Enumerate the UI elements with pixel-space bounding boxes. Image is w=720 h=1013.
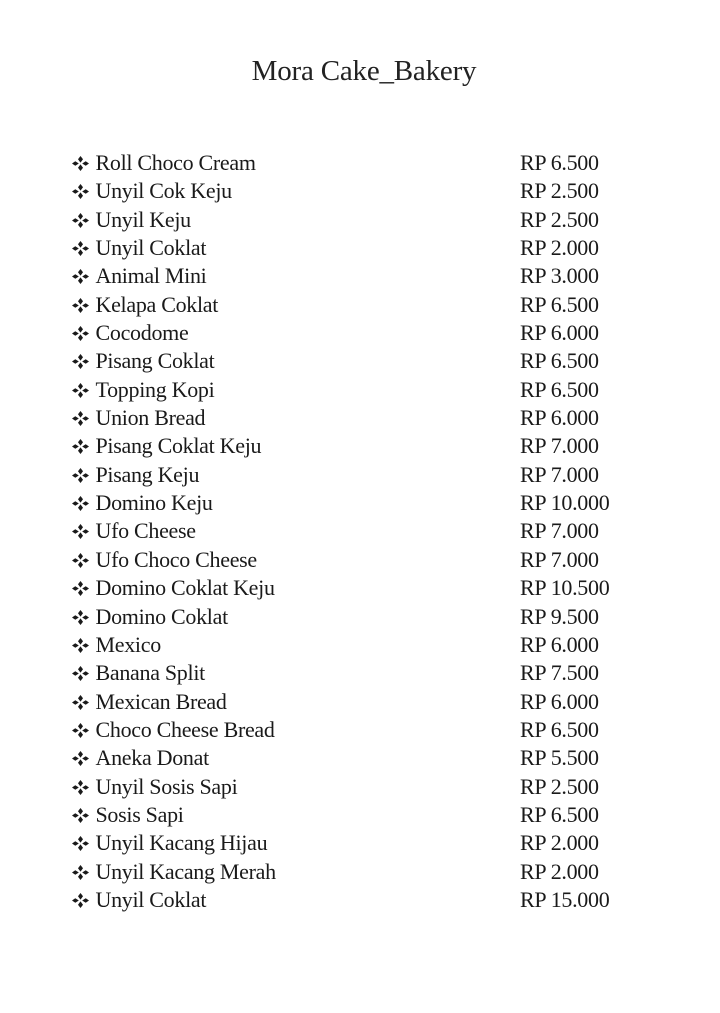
four-diamond-bullet-icon: [71, 432, 90, 460]
four-diamond-bullet-icon: [71, 546, 90, 574]
menu-item-price: RP 6.500: [520, 801, 599, 827]
four-diamond-bullet-icon: [71, 319, 90, 347]
menu-item-price: RP 7.000: [520, 433, 599, 459]
menu-item-name: Unyil Cok Keju: [95, 178, 232, 204]
menu-item-row: [71, 744, 671, 772]
menu-item-row: [71, 546, 671, 574]
menu-item-row: [71, 461, 671, 489]
four-diamond-bullet-icon: [71, 404, 90, 432]
menu-item-row: [71, 432, 671, 460]
menu-item-price: RP 6.500: [520, 150, 599, 175]
menu-item-row: [71, 347, 671, 375]
menu-item-price: RP 2.500: [520, 206, 599, 232]
menu-item-name: Topping Kopi: [95, 376, 215, 402]
four-diamond-bullet-icon: [71, 376, 90, 404]
menu-item-price: RP 6.000: [520, 688, 599, 714]
menu-item-price: RP 7.000: [520, 546, 599, 572]
menu-item-name: Ufo Cheese: [95, 518, 196, 544]
four-diamond-bullet-icon: [71, 659, 90, 687]
menu-item-row: [71, 376, 671, 404]
four-diamond-bullet-icon: [71, 262, 90, 290]
menu-item-name: Kelapa Coklat: [95, 291, 219, 317]
menu-item-name: Banana Split: [95, 660, 205, 686]
menu-item-row: [71, 603, 671, 631]
menu-item-price: RP 10.500: [520, 575, 610, 601]
menu-item-price: RP 15.000: [520, 886, 610, 912]
four-diamond-bullet-icon: [71, 744, 90, 772]
menu-item-row: [71, 631, 671, 659]
menu-item-row: [71, 801, 671, 829]
menu-item-name: Mexican Bread: [95, 688, 227, 714]
menu-item-name: Domino Coklat: [95, 603, 228, 629]
menu-item-row: [71, 773, 671, 801]
four-diamond-bullet-icon: [71, 688, 90, 716]
menu-item-price: RP 3.000: [520, 263, 599, 289]
menu-item-name: Mexico: [95, 631, 161, 657]
menu-item-price: RP 5.500: [520, 745, 599, 771]
menu-item-name: Unyil Kacang Merah: [95, 858, 276, 884]
four-diamond-bullet-icon: [71, 801, 90, 829]
menu-item-name: Domino Coklat Keju: [95, 575, 275, 601]
menu-item-row: [71, 489, 671, 517]
four-diamond-bullet-icon: [71, 149, 90, 177]
four-diamond-bullet-icon: [71, 517, 90, 545]
menu-item-name: Unyil Coklat: [95, 235, 207, 261]
four-diamond-bullet-icon: [71, 829, 90, 857]
menu-item-row: [71, 291, 671, 319]
menu-list: [71, 149, 671, 914]
menu-item-name: Unyil Keju: [95, 206, 191, 232]
menu-item-price: RP 2.500: [520, 178, 599, 204]
menu-item-name: Pisang Keju: [95, 461, 200, 487]
menu-item-price: RP 6.000: [520, 631, 599, 657]
menu-item-row: [71, 886, 671, 914]
four-diamond-bullet-icon: [71, 234, 90, 262]
menu-item-row: [71, 177, 671, 205]
four-diamond-bullet-icon: [71, 489, 90, 517]
four-diamond-bullet-icon: [71, 773, 90, 801]
menu-item-row: [71, 659, 671, 687]
menu-item-name: Ufo Choco Cheese: [95, 546, 257, 572]
menu-item-name: Animal Mini: [95, 263, 207, 289]
menu-item-name: Domino Keju: [95, 490, 213, 516]
four-diamond-bullet-icon: [71, 177, 90, 205]
four-diamond-bullet-icon: [71, 716, 90, 744]
menu-item-price: RP 7.500: [520, 660, 599, 686]
menu-item-row: [71, 319, 671, 347]
menu-item-name: Choco Cheese Bread: [95, 716, 275, 742]
four-diamond-bullet-icon: [71, 858, 90, 886]
menu-item-price: RP 7.000: [520, 461, 599, 487]
four-diamond-bullet-icon: [71, 461, 90, 489]
menu-item-price: RP 2.000: [520, 830, 599, 856]
menu-item-price: RP 2.000: [520, 235, 599, 261]
menu-item-price: RP 6.000: [520, 320, 599, 346]
menu-item-row: [71, 262, 671, 290]
four-diamond-bullet-icon: [71, 631, 90, 659]
menu-item-price: RP 2.500: [520, 773, 599, 799]
menu-item-name: Roll Choco Cream: [95, 150, 256, 175]
menu-item-price: RP 10.000: [520, 490, 610, 516]
four-diamond-bullet-icon: [71, 347, 90, 375]
menu-item-name: Sosis Sapi: [95, 801, 184, 827]
menu-item-row: [71, 574, 671, 602]
menu-item-price: RP 6.000: [520, 405, 599, 431]
menu-item-price: RP 6.500: [520, 291, 599, 317]
four-diamond-bullet-icon: [71, 603, 90, 631]
menu-item-name: Cocodome: [95, 320, 189, 346]
menu-item-row: [71, 206, 671, 234]
menu-item-name: Aneka Donat: [95, 745, 209, 771]
menu-item-row: [71, 517, 671, 545]
menu-item-row: [71, 404, 671, 432]
menu-item-price: RP 6.500: [520, 716, 599, 742]
menu-item-row: [71, 149, 671, 177]
menu-item-name: Union Bread: [95, 405, 206, 431]
page-title: Mora Cake_Bakery: [251, 55, 477, 87]
menu-item-price: RP 6.500: [520, 376, 599, 402]
menu-item-price: RP 6.500: [520, 348, 599, 374]
menu-item-row: [71, 858, 671, 886]
four-diamond-bullet-icon: [71, 291, 90, 319]
four-diamond-bullet-icon: [71, 886, 90, 914]
menu-item-name: Pisang Coklat Keju: [95, 433, 262, 459]
menu-item-name: Unyil Coklat: [95, 886, 207, 912]
menu-item-price: RP 2.000: [520, 858, 599, 884]
menu-item-name: Unyil Sosis Sapi: [95, 773, 238, 799]
menu-item-row: [71, 688, 671, 716]
menu-item-price: RP 7.000: [520, 518, 599, 544]
four-diamond-bullet-icon: [71, 206, 90, 234]
menu-item-row: [71, 829, 671, 857]
menu-item-name: Pisang Coklat: [95, 348, 215, 374]
menu-item-name: Unyil Kacang Hijau: [95, 830, 268, 856]
menu-item-row: [71, 234, 671, 262]
four-diamond-bullet-icon: [71, 574, 90, 602]
menu-item-row: [71, 716, 671, 744]
menu-item-price: RP 9.500: [520, 603, 599, 629]
